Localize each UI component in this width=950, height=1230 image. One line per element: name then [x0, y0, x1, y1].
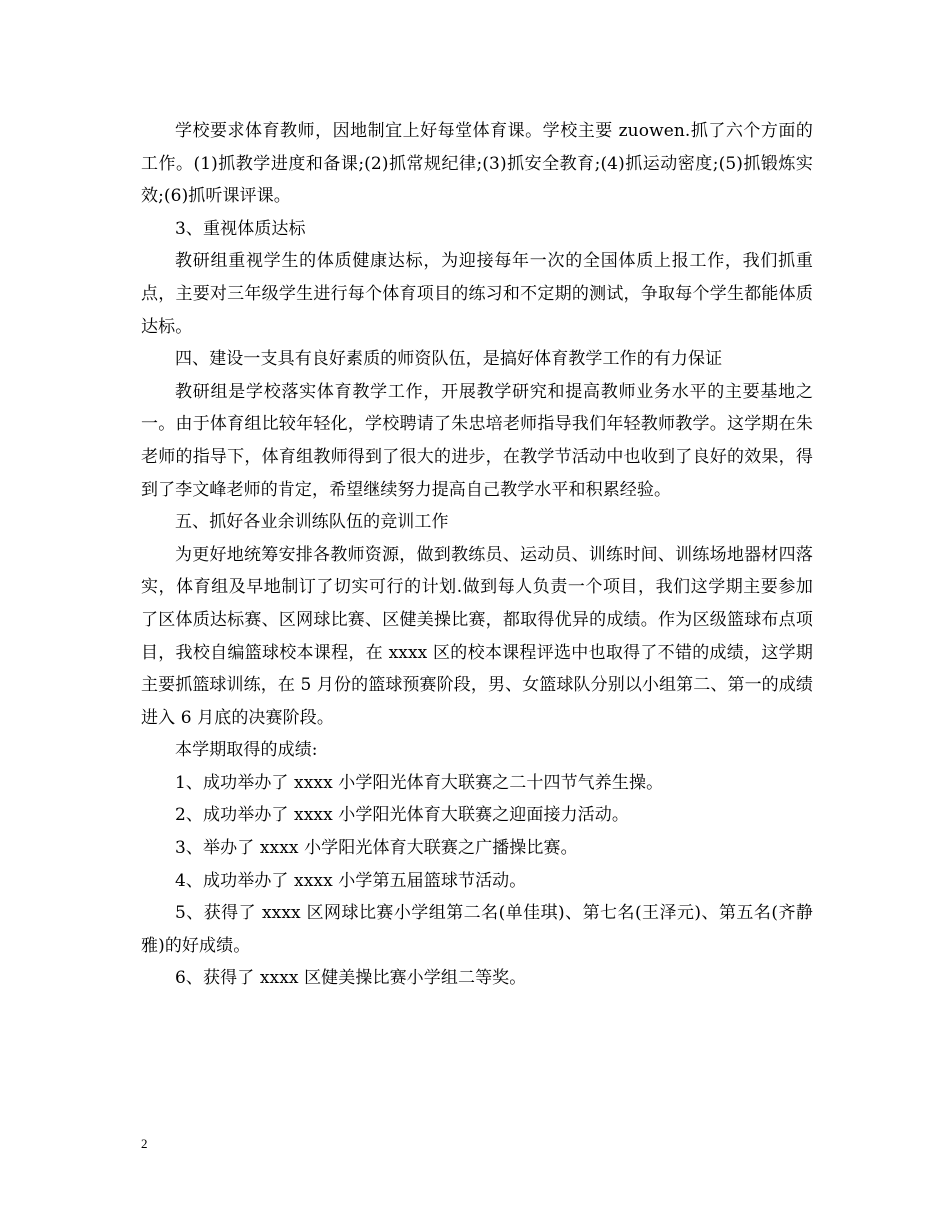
paragraph: 教研组是学校落实体育教学工作，开展教学研究和提高教师业务水平的主要基地之一。由于体育组比较年轻化，学校聘请了朱忠培老师指导我们年轻教师教学。这学期在朱老师的指导下，体育组教师得到了很大的进步，在教学节活动中也收到了良好的效果，得到了李文峰老师的肯定，希望继续努力提高自己教学水平和积累经验。 [141, 381, 813, 500]
paragraph: 学校要求体育教师，因地制宜上好每堂体育课。学校主要 zuowen.抓了六个方面的工作。(1)抓教学进度和备课;(2)抓常规纪律;(3)抓安全教育;(4)抓运动密度;(5)抓锻炼实效;(6)抓听课评课。 [141, 121, 813, 207]
list-item: 3、举办了 xxxx 小学阳光体育大联赛之广播操比赛。 [175, 838, 578, 859]
list-item: 6、获得了 xxxx 区健美操比赛小学组二等奖。 [175, 968, 527, 989]
document-body [141, 115, 813, 995]
list-item: 5、获得了 xxxx 区网球比赛小学组第二名(单佳琪)、第七名(王泽元)、第五名(齐静雅)的好成绩。 [141, 903, 813, 956]
section-heading: 五、抓好各业余训练队伍的竞训工作 [175, 512, 449, 533]
list-item: 2、成功举办了 xxxx 小学阳光体育大联赛之迎面接力活动。 [175, 805, 629, 826]
list-item: 4、成功举办了 xxxx 小学第五届篮球节活动。 [175, 870, 527, 891]
list-item: 1、成功举办了 xxxx 小学阳光体育大联赛之二十四节气养生操。 [175, 772, 664, 793]
page-number: 2 [141, 1136, 148, 1151]
list-heading: 本学期取得的成绩: [175, 740, 318, 761]
section-heading: 四、建设一支具有良好素质的师资队伍，是搞好体育教学工作的有力保证 [175, 349, 723, 370]
paragraph: 为更好地统筹安排各教师资源，做到教练员、运动员、训练时间、训练场地器材四落实，体育组及早地制订了切实可行的计划.做到每人负责一个项目，我们这学期主要参加了区体质达标赛、区网球比赛、区健美操比赛，都取得优异的成绩。作为区级篮球布点项目，我校自编篮球校本课程，在 xxxx 区的校本课程评选中也取得了不错的成绩，这学期主要抓篮球训练，在 5 月份的篮球预赛阶段，男、女篮球队分别以小组第二、第一的成绩进入 6 月底的决赛阶段。 [141, 544, 813, 728]
section-heading: 3、重视体质达标 [175, 218, 306, 239]
paragraph: 教研组重视学生的体质健康达标，为迎接每年一次的全国体质上报工作，我们抓重点，主要对三年级学生进行每个体育项目的练习和不定期的测试，争取每个学生都能体质达标。 [141, 251, 813, 337]
